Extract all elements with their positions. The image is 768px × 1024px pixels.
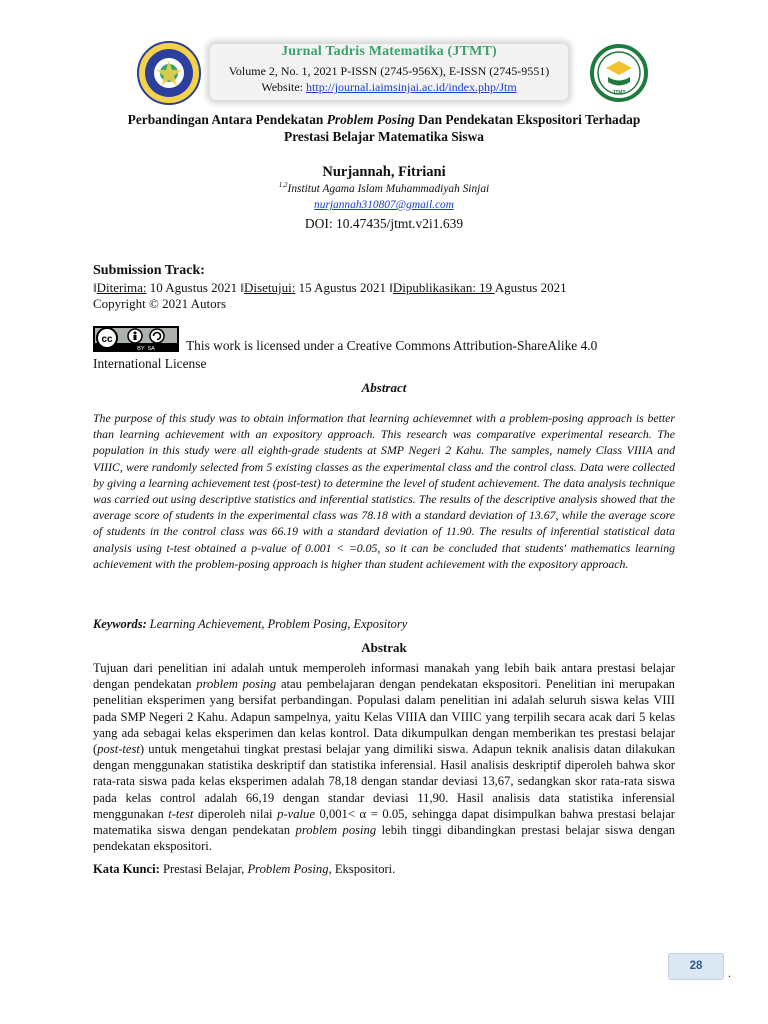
journal-title: Jurnal Tadris Matematika (JTMT) <box>281 44 497 59</box>
author-email <box>96 199 672 211</box>
license-text: This work is licensed under a Creative Commons Attribution-ShareAlike 4.0 <box>186 338 598 353</box>
abstrak-heading: Abstrak <box>361 640 407 655</box>
submission-dates: ‖Diterima: 10 Agustus 2021 ‖Disetujui: 15 Agustus 2021 ‖Dipublikasikan: 19 Agustus 2021 <box>93 280 567 295</box>
journal-website-line <box>210 80 568 95</box>
article-authors: Nurjannah, Fitriani <box>322 164 446 180</box>
cc-badge-text: BY SA <box>137 346 155 352</box>
institution-logo <box>136 40 202 106</box>
journal-logo <box>590 44 648 102</box>
submission-heading: Submission Track: <box>93 263 205 278</box>
website-link[interactable]: http://journal.iaimsinjai.ac.id/index.php/Jtm <box>306 80 517 94</box>
page-number: 28 <box>668 953 724 980</box>
abstract-en-text: The purpose of this study was to obtain information that learning achievemnet with a problem-posing approach is better than learning achievement with an expository approach. This research was comparative experimental research. The population in this study were all eighth-grade students at SMP Negeri 2 Kahu. The samples, namely Class VIIIA and VIIIC, were randomly selected from 5 existing classes as the experimental class and the control class. Data were collected by giving a learning achievement test (post-test) to determine the level of student achievement. The data analysis technique was carried out using descriptive statistics and inferential statistics. The results of the descriptive analysis showed that the average score of students in the experimental class was 78.18 with a standard deviation of 13.67, while the average score of students in the control class was 66.19 with a standard deviation of 11.90. The results of inferential statistical data analysis using t-test obtained a p-value of 0.001 < =0.05, so it can be concluded that students' mathematics learning achievement with the problem-posing approach is higher than student achievement with the expository approach. <box>93 411 675 571</box>
article-title: Perbandingan Antara Pendekatan Problem Posing Dan Pendekatan Ekspositori Terhadap Prestasi Belajar Matematika Siswa <box>127 112 641 144</box>
article-doi: DOI: 10.47435/jtmt.v2i1.639 <box>304 216 464 231</box>
svg-text:cc: cc <box>101 334 113 345</box>
abstrak-text: Tujuan dari penelitian ini adalah untuk memperoleh informasi manakah yang lebih baik antara prestasi belajar dengan pendekatan problem posing atau pembelajaran dengan pendekatan ekspositori. Penelitian ini merupakan penelitian eksperimen yang bersifat perbandingan. Populasi dalam penelitian ini adalah seluruh siswa kelas VIII pada SMP Negeri 2 Kahu. Adapun sampelnya, yaitu Kelas VIIIA dan VIIIC yang terpilih secara acak dari 5 kelas yang ada sebagai kelas eksperimen dan kelas kontrol. Data dikumpulkan dengan memberikan tes prestasi belajar (post-test) untuk mengetahui tingkat prestasi belajar yang dimiliki siswa. Adapun teknik analisis datan dilakukan dengan menggunakan statistika deskriptif dan statistika inferensial. Hasil analisis deskriptif diperoleh bahwa skor rata-rata siswa pada kelas eksperimen adalah 78,18 dengan standar deviasi 13,67, sedangkan skor rata-rata siswa pada kelas control adalah 66,19 dengan standar deviasi 11,90. Hasil analisis data statistika inferensial menggunakan t-test diperoleh nilai p-value 0,001< α = 0.05, sehingga dapat disimpulkan bahwa prestasi belajar matematika siswa dengan pendekatan problem posing lebih tinggi dibandingkan prestasi belajar siswa dengan pendekatan ekspositori. <box>93 661 676 854</box>
website-label: Website: <box>261 80 307 94</box>
trailing-dot: . <box>728 966 731 980</box>
license-text-cont: International License <box>93 356 207 371</box>
author-affiliation: $^{1,2}$Institut Agama Islam Muhammadiyah Sinjai <box>278 181 490 195</box>
keywords-en: Keywords: Learning Achievement, Problem Posing, Expository <box>93 617 408 631</box>
copyright-line: Copyright © 2021 Autors <box>93 296 227 311</box>
cc-by-sa-icon[interactable] <box>93 326 179 352</box>
email-link[interactable]: nurjannah310807@gmail.com <box>314 199 454 211</box>
abstract-heading: Abstract <box>361 380 407 395</box>
journal-volume-issn: Volume 2, No. 1, 2021 P-ISSN (2745-956X), E-ISSN (2745-9551) <box>228 64 550 78</box>
keywords-id: Kata Kunci: Prestasi Belajar, Problem Posing, Ekspositori. <box>93 862 396 876</box>
journal-logo-text: JTMT <box>612 90 626 96</box>
